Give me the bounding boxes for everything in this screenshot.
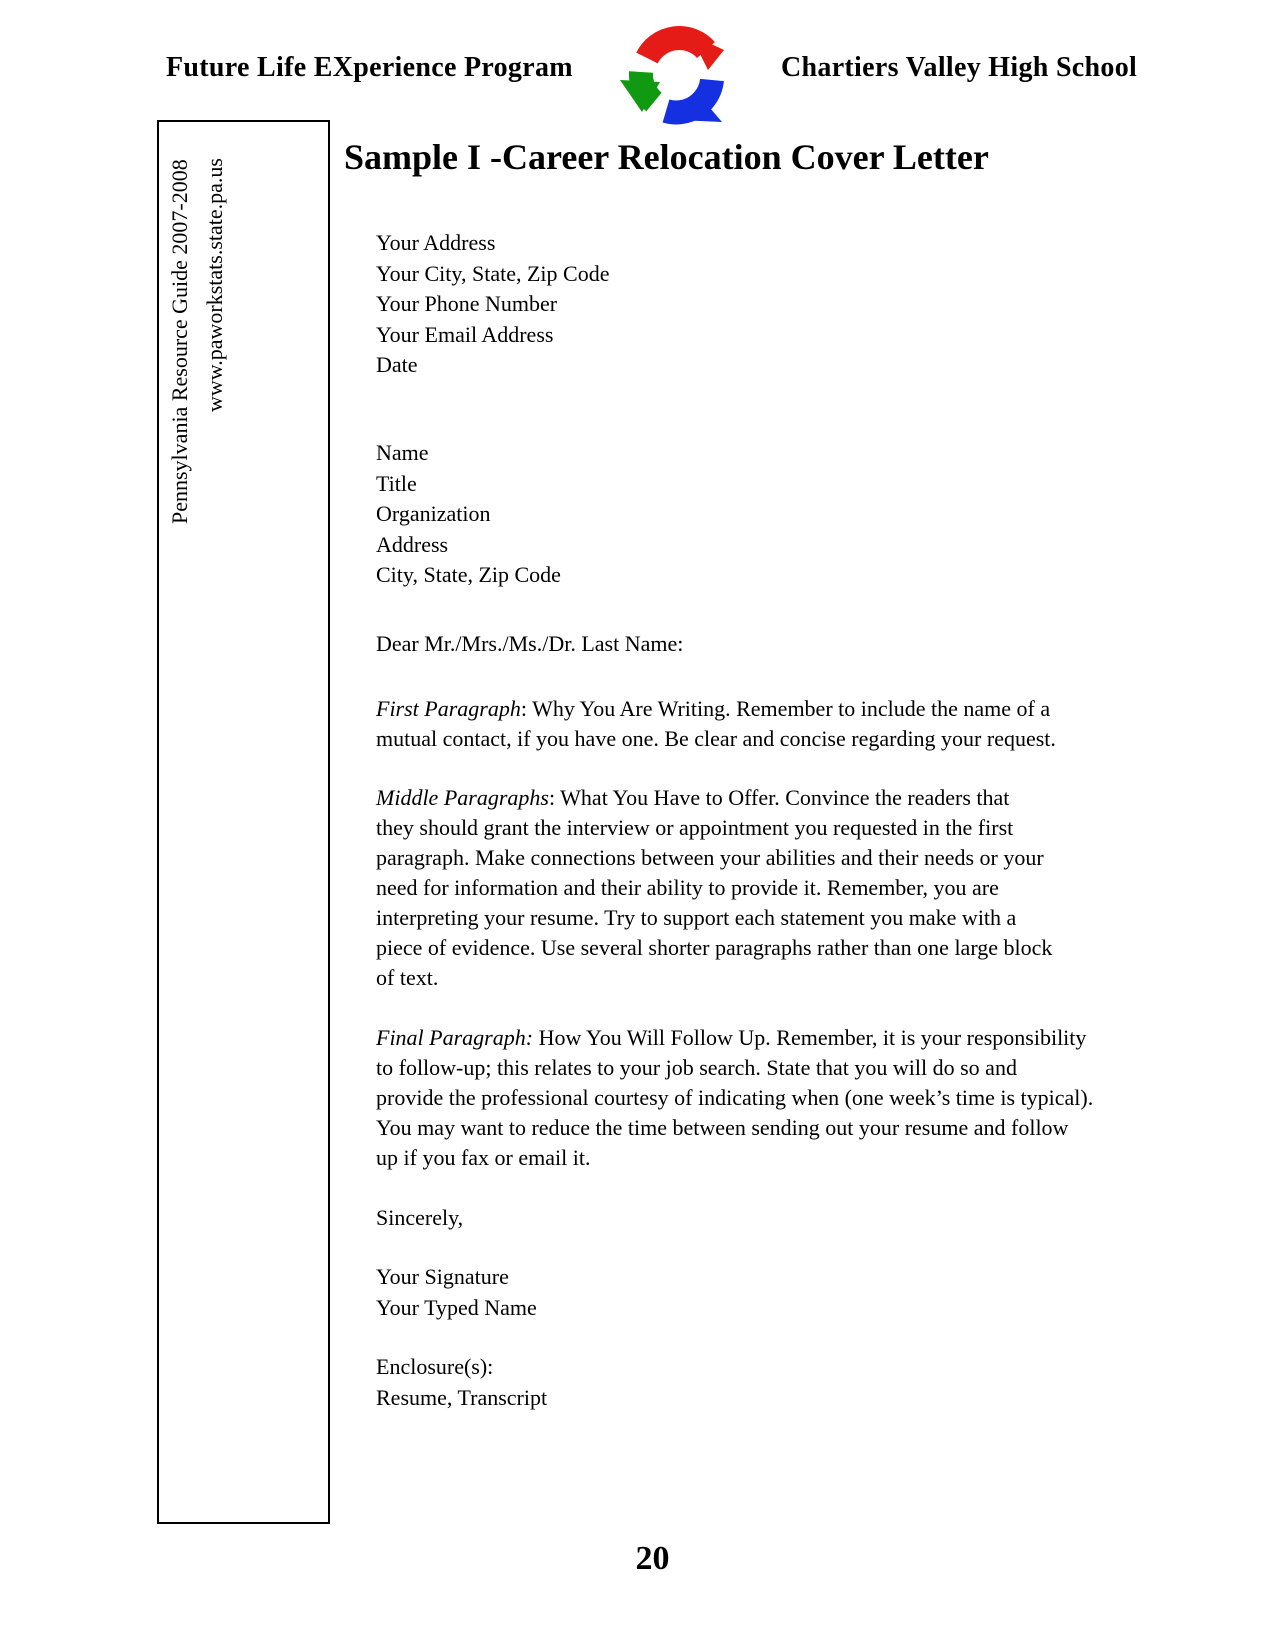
paragraph-line: to follow-up; this relates to your job search. State that you will do so and: [376, 1055, 1017, 1080]
paragraph-label: First Paragraph: [376, 696, 521, 721]
paragraph-line: of text.: [376, 965, 439, 990]
paragraph-line: How You Will Follow Up. Remember, it is your responsibility: [533, 1025, 1087, 1050]
paragraph-label: Middle Paragraphs: [376, 785, 549, 810]
closing: Sincerely,: [376, 1205, 464, 1230]
sidebar-url: www.paworkstats.state.pa.us: [202, 158, 227, 412]
paragraph-line: You may want to reduce the time between sending out your resume and follow: [376, 1115, 1069, 1140]
sender-line: Your Phone Number: [376, 291, 558, 316]
paragraph-line: : Why You Are Writing. Remember to include the name of a: [520, 696, 1051, 721]
sender-address-block: [376, 228, 609, 381]
first-paragraph: [376, 694, 1166, 754]
school-name: Chartiers Valley High School: [781, 52, 1138, 83]
sender-line: Your Address: [376, 230, 496, 255]
page-number: 20: [635, 1540, 670, 1577]
recipient-line: Organization: [376, 501, 491, 526]
middle-paragraph: [376, 783, 1166, 993]
signature-block: [376, 1262, 537, 1323]
recipient-line: Title: [376, 470, 417, 496]
paragraph-line: up if you fax or email it.: [376, 1145, 591, 1170]
signature-line: Your Signature: [376, 1264, 509, 1289]
signature-line: Your Typed Name: [376, 1294, 537, 1320]
paragraph-line: mutual contact, if you have one. Be clear and concise regarding your request.: [376, 726, 1056, 751]
enclosures-block: [376, 1352, 547, 1413]
paragraph-line: piece of evidence. Use several shorter paragraphs rather than one large block: [376, 935, 1053, 960]
final-paragraph: [376, 1023, 1166, 1173]
recipient-line: Address: [376, 531, 449, 557]
paragraph-line: interpreting your resume. Try to support each statement you make with a: [376, 905, 1017, 930]
salutation: Dear Mr./Mrs./Ms./Dr. Last Name:: [376, 631, 684, 656]
sender-line: Your Email Address: [376, 321, 554, 347]
circular-arrows-logo-icon: [614, 20, 740, 130]
sender-line: Date: [376, 352, 418, 377]
recipient-address-block: [376, 438, 561, 591]
recipient-line: City, State, Zip Code: [376, 562, 561, 587]
paragraph-label: Final Paragraph:: [376, 1025, 534, 1050]
enclosure-line: Enclosure(s):: [376, 1354, 494, 1379]
paragraph-line: they should grant the interview or appointment you requested in the first: [376, 815, 1014, 840]
program-name: Future Life EXperience Program: [166, 52, 573, 83]
paragraph-line: : What You Have to Offer. Convince the readers that: [548, 785, 1010, 810]
enclosure-line: Resume, Transcript: [376, 1384, 548, 1410]
sidebar-guide-title: Pennsylvania Resource Guide 2007-2008: [167, 159, 192, 524]
paragraph-line: paragraph. Make connections between your abilities and their needs or your: [376, 845, 1044, 870]
paragraph-line: need for information and their ability to provide it. Remember, you are: [376, 875, 999, 900]
page-title: Sample I -Career Relocation Cover Letter: [344, 137, 989, 177]
paragraph-line: provide the professional courtesy of indicating when (one week’s time is typical).: [376, 1085, 1094, 1110]
sender-line: Your City, State, Zip Code: [376, 260, 610, 286]
recipient-line: Name: [376, 440, 429, 465]
